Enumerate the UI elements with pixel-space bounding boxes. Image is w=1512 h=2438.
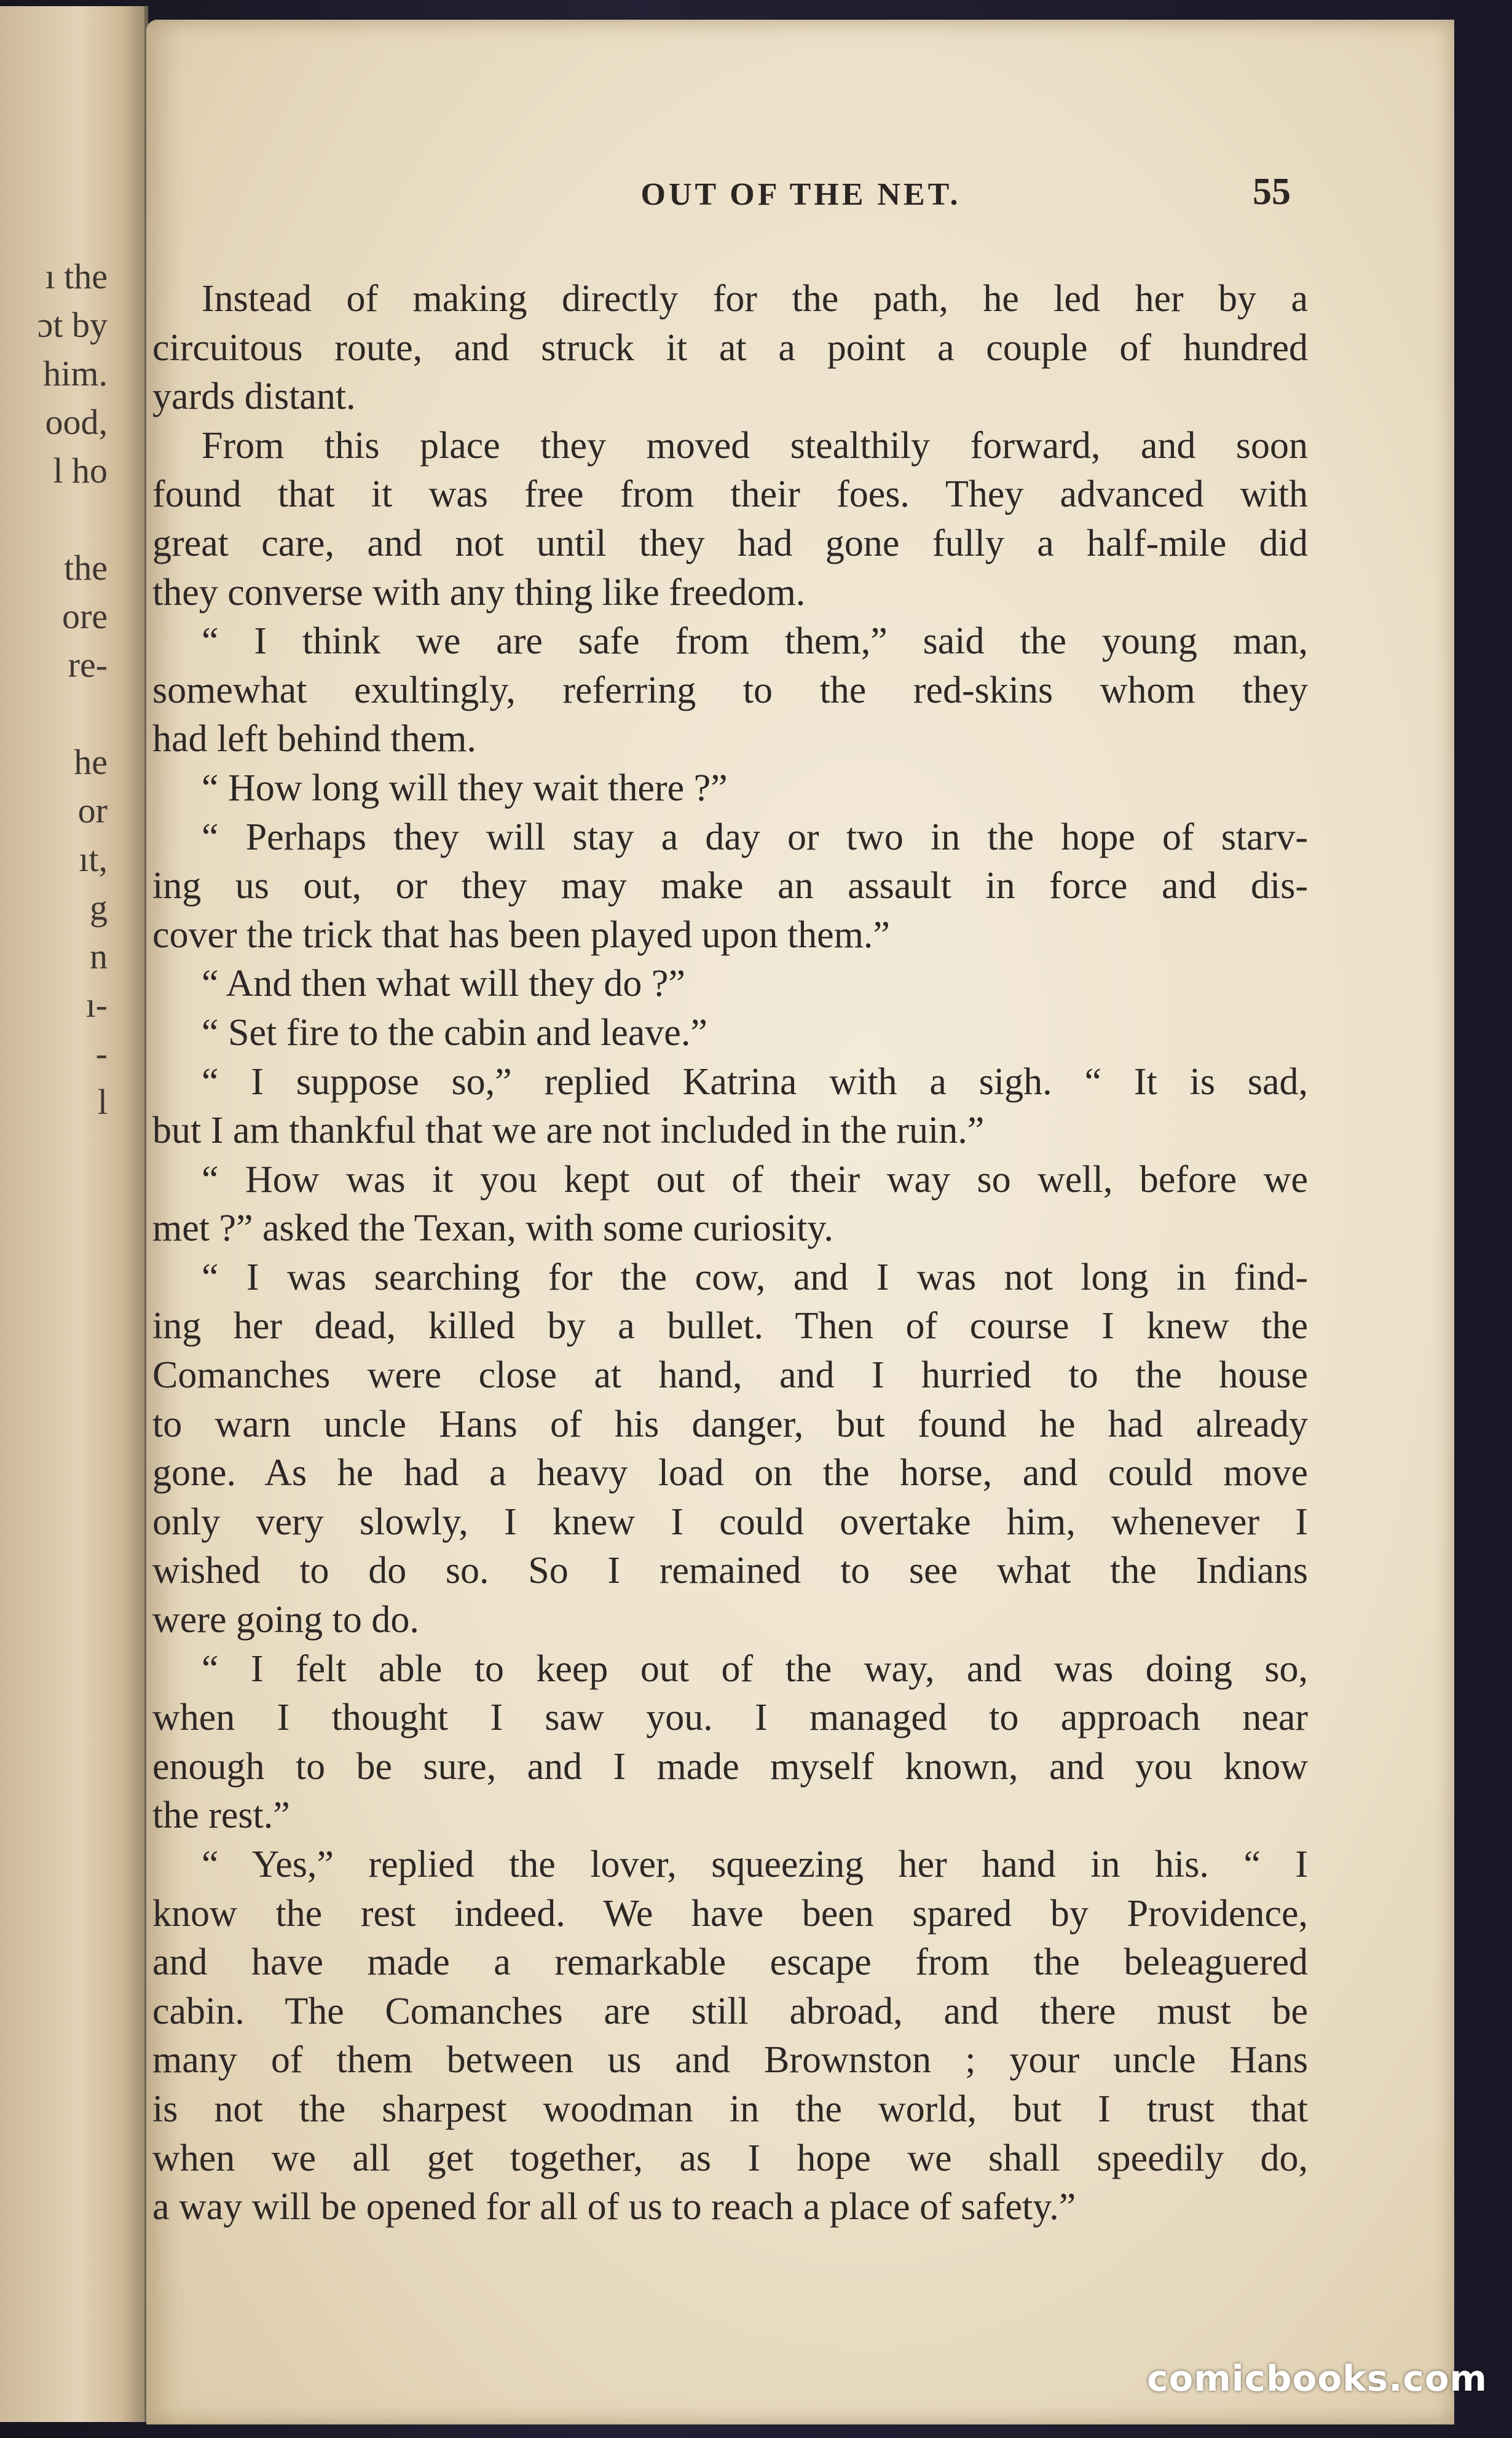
facing-line: re-: [68, 645, 108, 685]
text-line: gone. As he had a heavy load on the horse, and could move: [152, 1452, 1308, 1494]
facing-line: ore: [61, 596, 108, 636]
facing-line: g: [90, 888, 108, 928]
text-line: and have made a remarkable escape from the beleaguered: [152, 1941, 1308, 1984]
facing-page: [0, 6, 148, 2422]
text-line: “ I was searching for the cow, and I was not long in find-: [202, 1256, 1308, 1298]
text-line: “ How was it you kept out of their way so well, before we: [202, 1158, 1308, 1201]
facing-line: ı-: [85, 985, 108, 1025]
watermark-logo: comicbooks.com: [1147, 2357, 1487, 2399]
text-line: “ Set fire to the cabin and leave.”: [202, 1011, 707, 1054]
text-line: cabin. The Comanches are still abroad, and there must be: [152, 1990, 1308, 2032]
text-line: were going to do.: [152, 1599, 419, 1641]
text-line: “ I think we are safe from them,” said the young man,: [202, 620, 1308, 663]
text-line: but I am thankful that we are not included in the ruin.”: [152, 1110, 985, 1152]
facing-line: -: [95, 1033, 108, 1073]
text-line: Instead of making directly for the path, he led her by a: [202, 278, 1308, 320]
facing-line: he: [74, 742, 108, 782]
text-line: many of them between us and Brownston ; your uncle Hans: [152, 2039, 1308, 2081]
page-number: 55: [1253, 171, 1291, 213]
text-line: circuitous route, and struck it at a point a couple of hundred: [152, 326, 1308, 369]
text-line: Comanches were close at hand, and I hurried to the house: [152, 1354, 1308, 1397]
text-line: cover the trick that has been played upon them.”: [152, 913, 890, 956]
text-line: somewhat exultingly, referring to the red-skins whom they: [152, 669, 1308, 711]
running-title: OUT OF THE NET.: [640, 177, 961, 212]
facing-line: l: [97, 1082, 108, 1122]
facing-line: [0, 495, 144, 543]
text-line: found that it was free from their foes. They advanced with: [152, 473, 1308, 516]
text-line: “ I suppose so,” replied Katrina with a sigh. “ It is sad,: [202, 1060, 1308, 1103]
text-line: they converse with any thing like freedom.: [152, 571, 806, 613]
facing-line: ı the: [45, 256, 108, 296]
facing-line: or: [77, 791, 108, 830]
text-line: “ And then what will they do ?”: [202, 963, 685, 1005]
text-line: only very slowly, I knew I could overtake him, whenever I: [152, 1501, 1308, 1543]
facing-line: l ho: [53, 451, 108, 491]
text-line: From this place they moved stealthily forward, and soon: [202, 424, 1308, 467]
body-text: [152, 275, 1308, 2232]
facing-line: ɔt by: [37, 305, 108, 345]
text-line: when we all get together, as I hope we shall speedily do,: [152, 2137, 1308, 2179]
text-line: when I thought I saw you. I managed to approach near: [152, 1697, 1308, 1739]
facing-line: [0, 689, 144, 738]
text-line: had left behind them.: [152, 718, 476, 760]
text-line: ing us out, or they may make an assault in force and dis-: [152, 865, 1308, 907]
text-line: the rest.”: [152, 1794, 290, 1837]
text-line: ing her dead, killed by a bullet. Then of course I knew the: [152, 1305, 1308, 1347]
facing-page-text: [0, 252, 144, 1126]
facing-line: ıt,: [79, 839, 108, 879]
page-header: [146, 171, 1454, 226]
text-line: know the rest indeed. We have been spared by Providence,: [152, 1892, 1308, 1935]
text-line: wished to do so. So I remained to see what the Indians: [152, 1550, 1308, 1592]
text-line: great care, and not until they had gone fully a half-mile did: [152, 522, 1308, 564]
book-page: [146, 20, 1454, 2424]
facing-line: n: [90, 936, 108, 976]
text-line: “ I felt able to keep out of the way, and was doing so,: [202, 1647, 1308, 1690]
text-line: “ How long will they wait there ?”: [202, 767, 728, 809]
facing-line: him.: [43, 353, 108, 393]
text-line: “ Perhaps they will stay a day or two in the hope of starv-: [202, 816, 1308, 858]
text-line: a way will be opened for all of us to reach a place of safety.”: [152, 2186, 1076, 2228]
text-line: to warn uncle Hans of his danger, but found he had already: [152, 1403, 1308, 1445]
text-line: is not the sharpest woodman in the world, but I trust that: [152, 2088, 1308, 2130]
text-line: “ Yes,” replied the lover, squeezing her hand in his. “ I: [202, 1844, 1308, 1885]
text-line: enough to be sure, and I made myself known, and you know: [152, 1745, 1308, 1788]
facing-line: the: [64, 548, 108, 588]
facing-line: ood,: [45, 402, 108, 442]
text-line: yards distant.: [152, 376, 356, 418]
text-line: met ?” asked the Texan, with some curiosity.: [152, 1207, 833, 1250]
